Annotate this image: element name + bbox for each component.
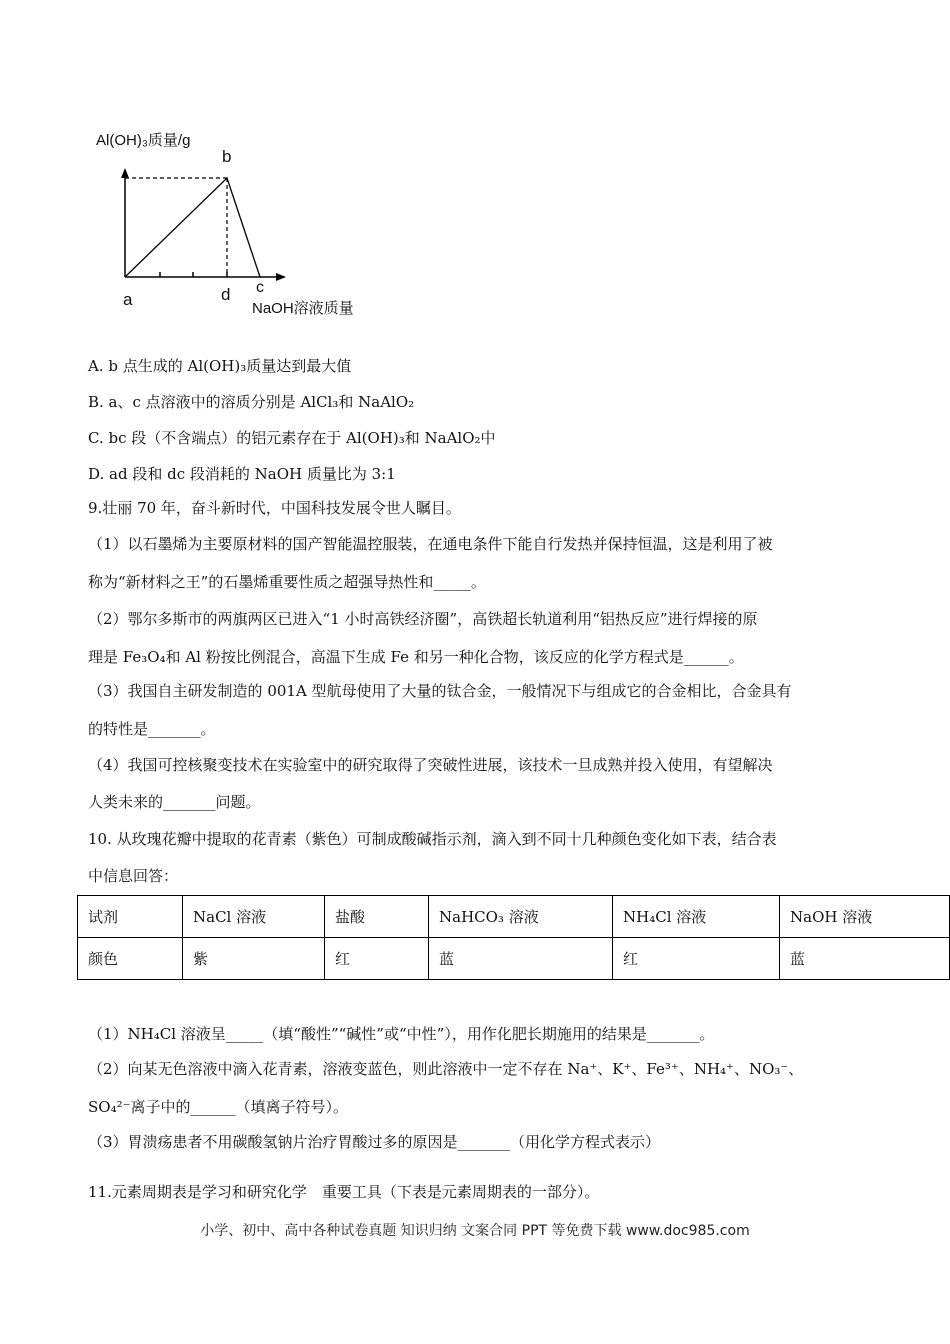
table-cell: NH₄Cl 溶液	[613, 896, 780, 938]
table-cell: 颜色	[78, 938, 183, 980]
q11-stem: 11.元素周期表是学习和研究化学 重要工具（下表是元素周期表的一部分）。	[88, 1183, 600, 1201]
table-row	[78, 938, 950, 980]
indicator-color-table	[77, 895, 950, 980]
table-cell: NaCl 溶液	[183, 896, 325, 938]
table-cell: 蓝	[429, 938, 613, 980]
q9-part3-line1: （3）我国自主研发制造的 001A 型航母使用了大量的钛合金，一般情况下与组成它的合金相比，合金具有	[88, 682, 792, 700]
q9-part4-line2: 人类未来的_______问题。	[88, 793, 261, 811]
table-cell: 红	[325, 938, 429, 980]
q9-stem: 9.壮丽 70 年，奋斗新时代，中国科技发展令世人瞩目。	[88, 499, 461, 517]
option-d: D. ad 段和 dc 段消耗的 NaOH 质量比为 3:1	[88, 465, 396, 483]
option-b: B. a、c 点溶液中的溶质分别是 AlCl₃和 NaAlO₂	[88, 393, 415, 411]
table-cell: 盐酸	[325, 896, 429, 938]
q9-part1-line2: 称为“新材料之王”的石墨烯重要性质之超强导热性和_____。	[88, 573, 486, 591]
point-c-label: c	[256, 279, 264, 296]
y-axis-label: Al(OH)₃质量/g	[96, 132, 191, 149]
point-b-label: b	[222, 147, 232, 166]
q9-part2-line1: （2）鄂尔多斯市的两旗两区已进入“1 小时高铁经济圈”，高铁超长轨道利用“铝热反应”进行焊接的原	[88, 610, 758, 628]
mass-curve	[125, 178, 260, 277]
table-cell: 红	[613, 938, 780, 980]
q10-sub3: （3）胃溃疡患者不用碳酸氢钠片治疗胃酸过多的原因是_______（用化学方程式表示）	[88, 1133, 661, 1151]
q10-sub2-line1: （2）向某无色溶液中滴入花青素，溶液变蓝色，则此溶液中一定不存在 Na⁺、K⁺、Fe³⁺、NH₄⁺、NO₃⁻、	[88, 1060, 804, 1078]
aluminum-hydroxide-graph	[90, 125, 380, 329]
table-cell: 试剂	[78, 896, 183, 938]
table-cell: NaOH 溶液	[780, 896, 950, 938]
graph-svg	[90, 125, 380, 325]
x-axis-arrow	[276, 273, 286, 281]
q9-part3-line2: 的特性是_______。	[88, 720, 216, 738]
table-cell: 蓝	[780, 938, 950, 980]
option-c: C. bc 段（不含端点）的铝元素存在于 Al(OH)₃和 NaAlO₂中	[88, 429, 496, 447]
q10-sub2-line2: SO₄²⁻离子中的______（填离子符号）。	[88, 1098, 349, 1116]
table-row	[78, 896, 950, 938]
q9-part4-line1: （4）我国可控核聚变技术在实验室中的研究取得了突破性进展，该技术一旦成熟并投入使用，有望解决	[88, 756, 773, 774]
point-a-label: a	[123, 290, 133, 309]
page-footer: 小学、初中、高中各种试卷真题 知识归纳 文案合同 PPT 等免费下载 www.doc985.com	[200, 1223, 750, 1239]
q9-part1-line1: （1）以石墨烯为主要原材料的国产智能温控服装，在通电条件下能自行发热并保持恒温，这是利用了被	[88, 535, 773, 553]
option-a: A. b 点生成的 Al(OH)₃质量达到最大值	[88, 357, 352, 375]
y-axis-arrow	[121, 168, 129, 178]
q9-part2-line2: 理是 Fe₃O₄和 Al 粉按比例混合，高温下生成 Fe 和另一种化合物，该反应的化学方程式是______。	[88, 648, 744, 666]
q10-stem-line2: 中信息回答：	[88, 867, 179, 885]
point-d-label: d	[221, 285, 231, 304]
x-axis-label: NaOH溶液质量	[252, 300, 354, 317]
q10-sub1: （1）NH₄Cl 溶液呈_____（填“酸性”“碱性”或“中性”），用作化肥长期施用的结果是_______。	[88, 1025, 715, 1043]
q10-stem-line1: 10. 从玫瑰花瓣中提取的花青素（紫色）可制成酸碱指示剂，滴入到不同十几种颜色变化如下表，结合表	[88, 830, 777, 848]
table-cell: 紫	[183, 938, 325, 980]
table-cell: NaHCO₃ 溶液	[429, 896, 613, 938]
